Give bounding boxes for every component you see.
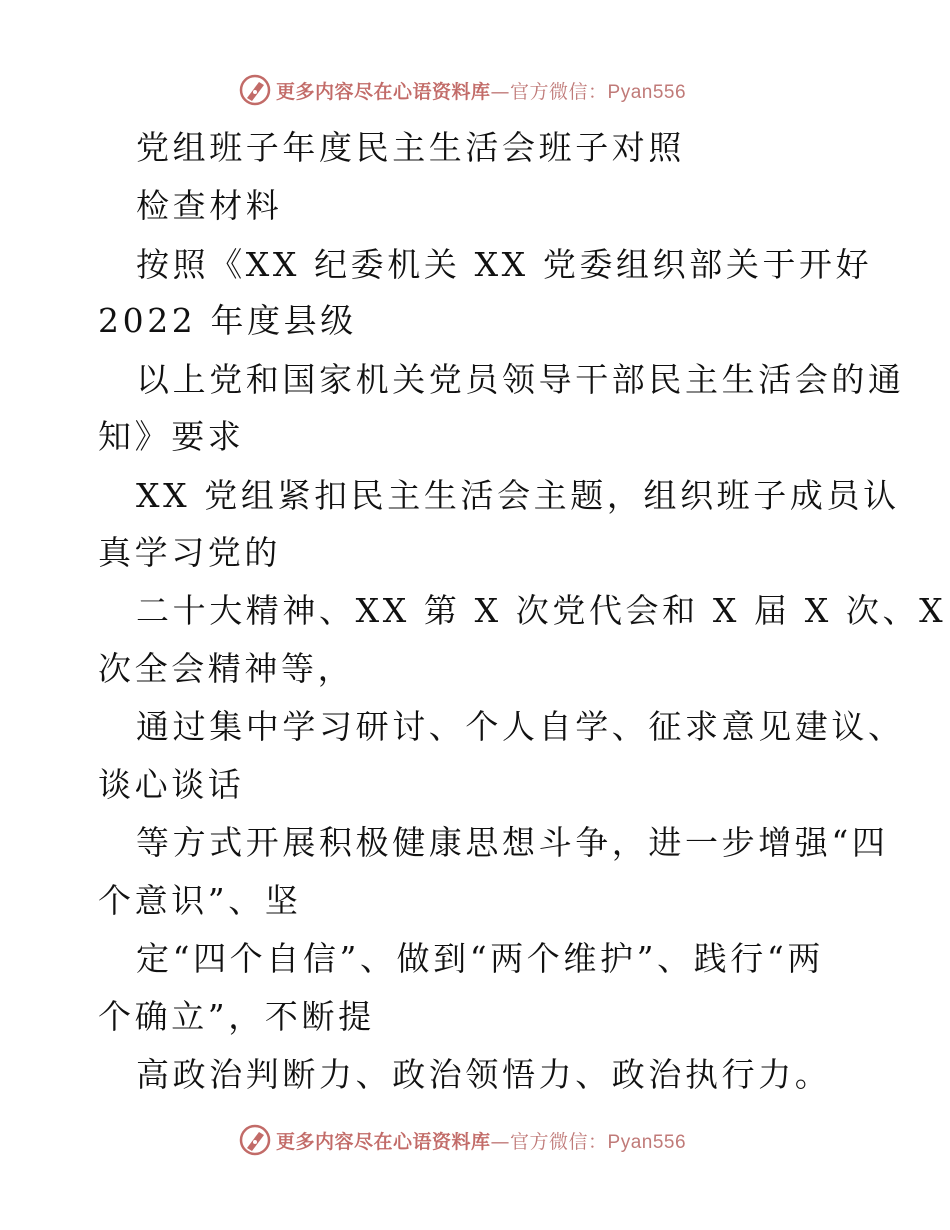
- doc-paragraph-line: 个意识”、坚: [98, 881, 302, 920]
- doc-paragraph-line: 高政治判断力、政治领悟力、政治执行力。: [136, 1055, 832, 1094]
- doc-paragraph-line: 次全会精神等，: [98, 649, 355, 688]
- doc-paragraph-line: 个确立”，不断提: [98, 997, 375, 1036]
- doc-paragraph-line: 二十大精神、XX 第 X 次党代会和 X 届 X 次、X: [136, 591, 947, 630]
- pen-nib-logo-icon: [238, 1123, 272, 1157]
- doc-paragraph-line: 知》要求: [98, 417, 245, 456]
- doc-paragraph-line: 2022 年度县级: [98, 301, 357, 340]
- watermark-text: 更多内容尽在心语资料库—官方微信：Pyan556: [276, 80, 687, 103]
- doc-paragraph-line: 定“四个自信”、做到“两个维护”、践行“两: [136, 939, 824, 978]
- doc-paragraph-line: 等方式开展积极健康思想斗争，进一步增强“四: [136, 823, 889, 862]
- watermark-text: 更多内容尽在心语资料库—官方微信：Pyan556: [276, 1130, 687, 1153]
- doc-title-line-2: 检查材料: [136, 186, 283, 225]
- doc-paragraph-line: XX 党组紧扣民主生活会主题，组织班子成员认: [136, 476, 900, 515]
- pen-nib-logo-icon: [238, 73, 272, 107]
- footer-watermark: [0, 1120, 950, 1160]
- doc-paragraph-line: 真学习党的: [98, 533, 281, 572]
- doc-paragraph-line: 谈心谈话: [98, 765, 245, 804]
- doc-title-line-1: 党组班子年度民主生活会班子对照: [136, 128, 685, 167]
- doc-paragraph-line: 通过集中学习研讨、个人自学、征求意见建议、: [136, 707, 905, 746]
- header-watermark: [0, 70, 950, 110]
- doc-paragraph-line: 按照《XX 纪委机关 XX 党委组织部关于开好: [136, 245, 873, 284]
- doc-paragraph-line: 以上党和国家机关党员领导干部民主生活会的通: [136, 360, 905, 399]
